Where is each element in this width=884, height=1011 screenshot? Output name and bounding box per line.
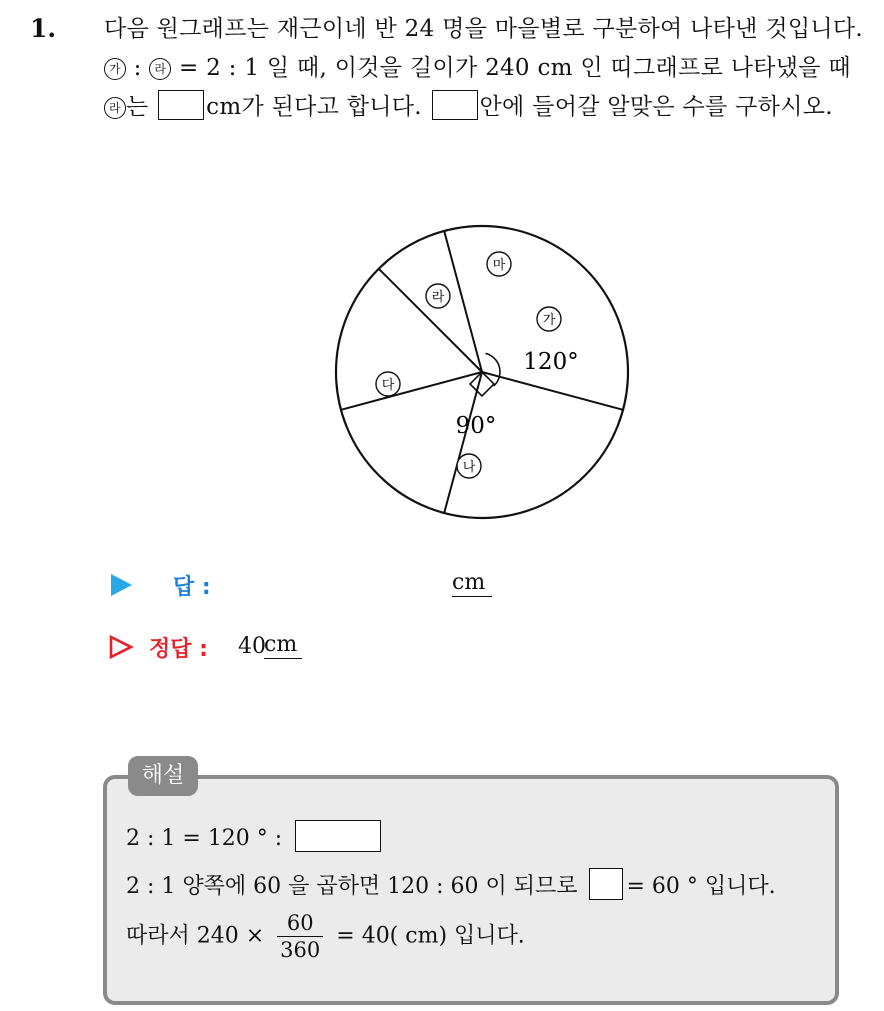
answer-row [108,570,211,601]
solution-row [108,632,208,663]
pie-label-da [376,372,400,396]
angle-label-120: 120° [523,349,579,375]
pie-chart [330,220,640,530]
explanation-line-3 [126,910,525,963]
ratio-colon: : [133,55,142,81]
explanation-blank-box-2 [589,868,623,900]
circle-label-ga: 가 [104,58,126,80]
question-part2: = 2 : 1 일 때, 이것을 길이가 240 cm 인 띠그래프로 나타냈을 때 [178,55,851,81]
play-outline-icon [108,634,134,660]
answer-label: 답 : [173,575,211,600]
circle-label-ra: 라 [149,58,171,80]
explanation-line-1 [126,820,381,852]
explanation-tab: 해설 [128,756,198,796]
answer-blank-box-2 [432,90,478,120]
explanation-line-2b: = 60 ° 입니다. [626,874,776,899]
svg-text:가: 가 [542,313,556,328]
explanation-line-1-text: 2 : 1 = 120 ° : [126,826,283,851]
pie-label-na [457,454,481,478]
svg-text:다: 다 [381,378,395,393]
question-part3: 는 [126,94,149,120]
solution-unit: cm [264,634,302,659]
pie-label-ra [426,284,450,308]
explanation-blank-box [295,820,381,852]
svg-text:나: 나 [462,460,476,475]
answer-unit: cm [452,572,492,597]
question-part1: 다음 원그래프는 재근이네 반 24 명을 마을별로 구분하여 나타낸 것입니다. [104,16,863,42]
angle-label-90: 90° [455,413,497,439]
question-text [104,10,864,127]
explanation-fraction [277,910,323,963]
circle-label-ra-2: 라 [104,97,126,119]
question-part5: 안에 들어갈 알맞은 수를 구하시오. [479,94,833,120]
explanation-line-2a: 2 : 1 양쪽에 60 을 곱하면 120 : 60 이 되므로 [126,874,578,899]
fraction-numerator: 60 [277,910,323,937]
svg-text:마: 마 [492,258,506,273]
explanation-line-3b: = 40( cm) 입니다. [336,923,525,949]
explanation-line-2 [126,868,776,900]
pie-label-ga [537,307,561,331]
svg-text:라: 라 [431,290,445,305]
play-arrow-icon [108,572,134,598]
solution-label: 정답 : [149,637,208,662]
solution-value: 40 [238,634,266,659]
question-number: 1. [30,14,57,43]
answer-blank-box [158,90,204,120]
pie-label-ma [487,252,511,276]
explanation-line-3a: 따라서 240 × [126,923,265,949]
question-part4: cm가 된다고 합니다. [206,94,422,120]
fraction-denominator: 360 [280,938,321,962]
